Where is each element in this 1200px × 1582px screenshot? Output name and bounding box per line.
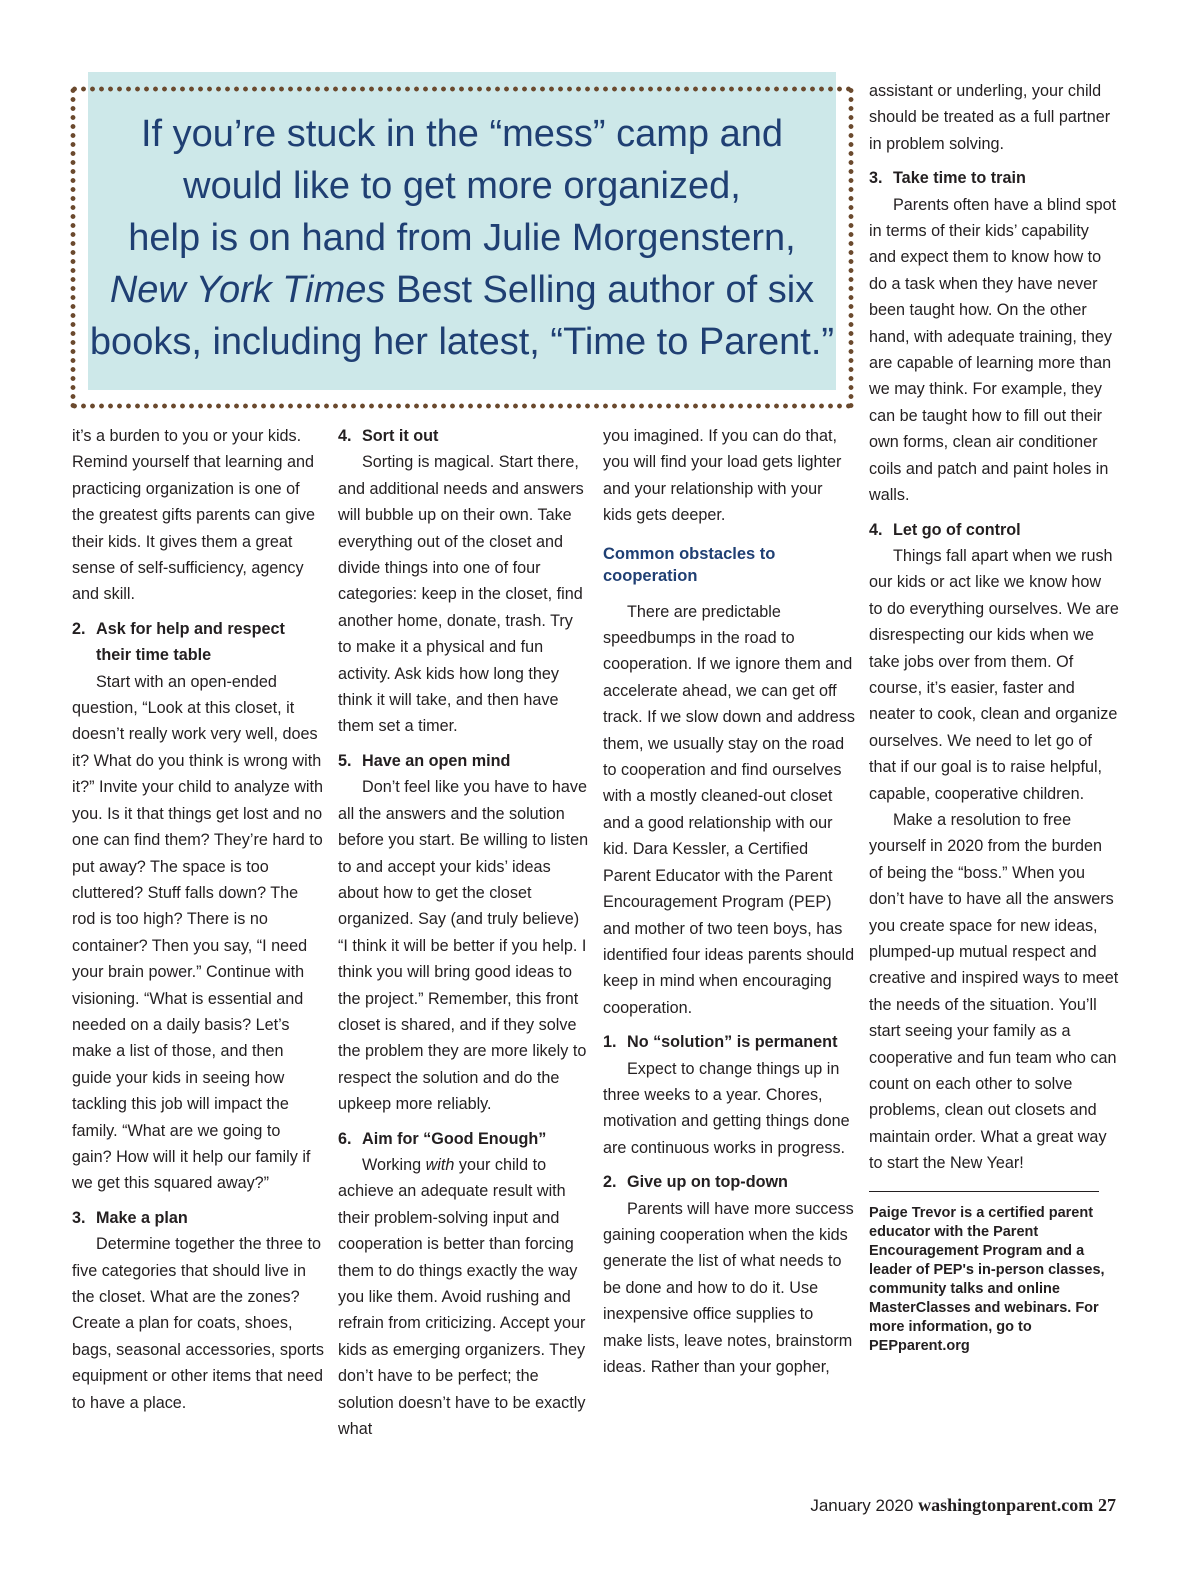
subheading: Common obstacles to cooperation	[603, 544, 776, 585]
heading-number: 2.	[72, 619, 86, 638]
paragraph: Parents often have a blind spot in terms of their kids’ capability and expect them to know how to do a task when they have never been taught how. On the other hand, with adequate training, they are capable of learning more than we may think. For example, they can be taught how to fill out their own forms, clean air conditioner coils and patch and paint holes in walls.	[869, 195, 1117, 505]
section-heading	[72, 1205, 324, 1231]
dotted-border-bottom	[70, 403, 854, 409]
paragraph: Things fall apart when we rush our kids or act like we know how to do everything ourselves. We are disrespecting our kids when we take jobs over from them. Of course, it’s easier, faster and neater to cook, clean and organize ourselves. We need to let go of that if our goal is to raise helpful, capable, cooperative children.	[869, 546, 1119, 803]
section-heading	[338, 423, 590, 449]
heading-number: 2.	[603, 1173, 617, 1192]
heading-text: Take time to train	[893, 169, 1026, 188]
heading-number: 4.	[869, 520, 883, 539]
pull-quote-line-rest: Best Selling author of six	[385, 269, 815, 311]
heading-number: 6.	[338, 1129, 352, 1148]
dotted-border-right	[848, 86, 854, 409]
paragraph: Sorting is magical. Start there, and additional needs and answers will bubble up on their own. Take everything out of the closet and divide things into one of four categories: keep in the closet, find another home, donate, trash. Try to make it a physical and fun activity. Ask kids how long they think it will take, and then have them set a timer.	[338, 453, 584, 736]
site-name: washingtonparent.com	[918, 1495, 1094, 1515]
pull-quote-line	[88, 264, 836, 316]
heading-text: Sort it out	[362, 427, 439, 445]
dotted-border-top	[70, 86, 854, 92]
heading-text: Give up on top-down	[627, 1173, 788, 1192]
section-heading	[72, 616, 324, 669]
article-column-2	[338, 423, 590, 1442]
paragraph: Make a resolution to free yourself in 2020 from the burden of being the “boss.” When you don’t have to have all the answers you create space for new ideas, plumped-up mutual respect and creative and inspired ways to meet the needs of the situation. You’ll start seeing your family as a cooperative and fun team who can count on each other to solve problems, clean out closets and maintain order. What a great way to start the New Year!	[869, 810, 1119, 1173]
text-run: your child to achieve an adequate result with their problem-solving input and cooperation is better than forcing them to do things exactly the way you like them. Avoid rushing and refrain from criticizing. Accept your kids as emerging organizers. They don’t have to be perfect; the solution doesn’t have to be exactly what	[338, 1155, 586, 1439]
heading-number: 3.	[72, 1208, 86, 1227]
article-column-3	[603, 423, 855, 1380]
heading-text: No “solution” is permanent	[627, 1033, 838, 1052]
heading-number: 3.	[869, 169, 883, 188]
paragraph: Start with an open-ended question, “Look at this closet, it doesn’t really work very well, does it? What do you think is wrong with it?” Invite your child to analyze with you. Is it that things get lost and no one can find them? They’re hard to put away? The space is too cluttered? Stuff falls down? The rod is too high? There is no container? Then you say, “I need your brain power.” Continue with visioning. “What is essential and needed on a daily basis? Let’s make a list of those, and then guide your kids in seeing how tackling this job will impact the family. “What are we going to gain? How will it help our family if we get this squared away?”	[72, 672, 324, 1193]
heading-text: Ask for help and respect their time table	[96, 619, 285, 665]
pull-quote-line: If you’re stuck in the “mess” camp and	[140, 113, 784, 155]
section-heading	[338, 1126, 590, 1152]
section-heading	[869, 165, 1119, 191]
section-heading	[603, 1169, 855, 1195]
emphasis: with	[425, 1155, 455, 1174]
page-number: 27	[1098, 1495, 1116, 1515]
heading-number: 5.	[338, 751, 352, 770]
paragraph	[338, 1152, 590, 1442]
heading-text: Make a plan	[96, 1208, 188, 1227]
heading-text: Aim for “Good Enough”	[362, 1129, 547, 1148]
paragraph: Don’t feel like you have to have all the answers and the solution before you start. Be willing to listen to and accept your kids’ ideas about how to get the closet organized. Say (and truly believe) “I think it will be better if you help. I think you will bring good ideas to the project.” Remember, this front closet is shared, and if they solve the problem they are more likely to respect the solution and do the upkeep more reliably.	[338, 778, 589, 1114]
dotted-border-left	[70, 86, 76, 409]
pull-quote-line: would like to get more organized,	[183, 165, 741, 207]
section-heading	[869, 517, 1119, 543]
paragraph: you imagined. If you can do that, you will find your load gets lighter and your relationship with your kids gets deeper.	[603, 427, 842, 525]
heading-number: 1.	[603, 1033, 617, 1052]
paragraph: There are predictable speedbumps in the road to cooperation. If we ignore them and accelerate ahead, we can get off track. If we slow down and address them, we usually stay on the road to cooperation and find ourselves with a mostly cleaned-out closet and a good relationship with our kid. Dara Kessler, a Certified Parent Educator with the Parent Encouragement Program (PEP) and mother of two teen boys, has identified four ideas parents should keep in mind when encouraging cooperation.	[603, 602, 855, 1017]
pull-quote-line: books, including her latest, “Time to Parent.”	[89, 321, 835, 363]
pull-quote-text	[88, 108, 836, 368]
page-footer	[810, 1495, 1116, 1516]
section-heading	[338, 748, 590, 774]
issue-date: January 2020	[810, 1496, 914, 1515]
paragraph: Determine together the three to five categories that should live in the closet. What are the zones? Create a plan for coats, shoes, bags, seasonal accessories, sports equipment or other items that need to have a place.	[72, 1235, 324, 1412]
divider-rule	[869, 1191, 1099, 1192]
paragraph: it’s a burden to you or your kids. Remind yourself that learning and practicing organization is one of the greatest gifts parents can give their kids. It gives them a great sense of self-sufficiency, agency and skill.	[72, 427, 315, 604]
section-heading	[603, 1029, 855, 1055]
text-run: Working	[362, 1155, 426, 1174]
article-column-4	[869, 78, 1119, 1356]
paragraph: Expect to change things up in three weeks to a year. Chores, motivation and getting things done are continuous works in progress.	[603, 1059, 850, 1157]
pull-quote-line: help is on hand from Julie Morgenstern,	[128, 217, 796, 259]
heading-text: Let go of control	[893, 520, 1021, 539]
heading-text: Have an open mind	[362, 751, 511, 770]
author-bio: Paige Trevor is a certified parent educator with the Parent Encouragement Program and a leader of PEP's in-person classes, community talks and online MasterClasses and webinars. For more information, go to PEPparent.org	[869, 1204, 1105, 1354]
article-column-1	[72, 423, 324, 1416]
heading-number: 4.	[338, 427, 352, 445]
paragraph: Parents will have more success gaining cooperation when the kids generate the list of what needs to be done and how to do it. Use inexpensive office supplies to make lists, leave notes, brainstorm ideas. Rather than your gopher,	[603, 1199, 854, 1376]
newspaper-title: New York Times	[109, 269, 386, 311]
paragraph: assistant or underling, your child should be treated as a full partner in problem solving.	[869, 82, 1111, 153]
